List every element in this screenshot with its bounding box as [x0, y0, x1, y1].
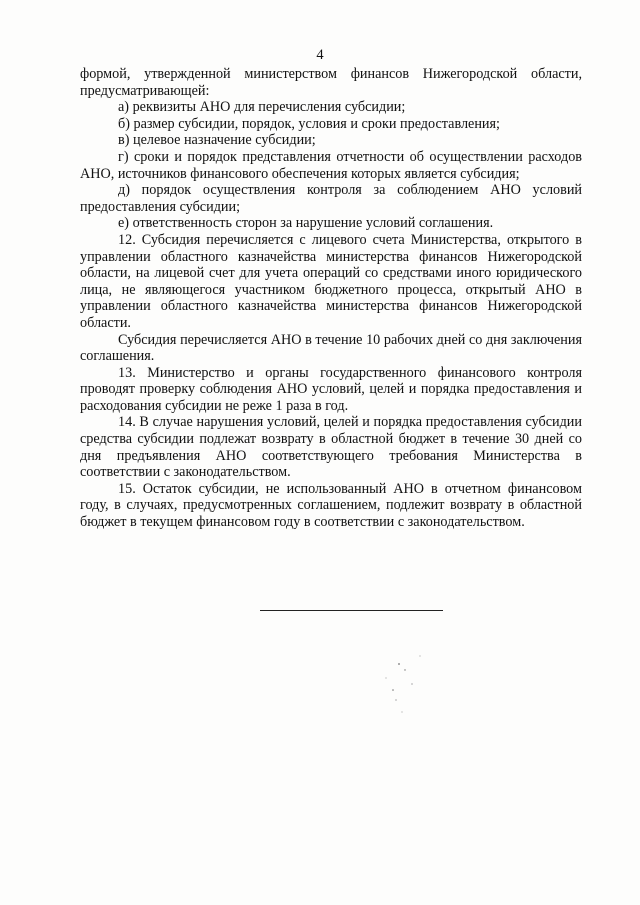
list-item-v: в) целевое назначение субсидии;: [118, 132, 316, 149]
clause-12: 12. Субсидия перечисляется с лицевого счета Министерства, открытого в управлении областного казначейства министерства финансов Нижегородской области, на лицевой счет для учета операций со средствами иного юридического лица, не являющегося участником бюджетного процесса, открытый АНО в управлении областного казначейства министерства финансов Нижегородской области.: [80, 231, 582, 331]
list-item-g: г) сроки и порядок представления отчетности об осуществлении расходов АНО, источников финансового обеспечения которых является субсидия;: [80, 148, 582, 182]
list-item-e: е) ответственность сторон за нарушение условий соглашения.: [118, 215, 494, 232]
list-item-a: а) реквизиты АНО для перечисления субсидии;: [118, 99, 406, 116]
list-item-b: б) размер субсидии, порядок, условия и сроки предоставления;: [118, 115, 500, 132]
clause-12-term: Субсидия перечисляется АНО в течение 10 рабочих дней со дня заключения соглашения.: [80, 331, 582, 365]
paragraph-intro: формой, утвержденной министерством финансов Нижегородской области, предусматривающей:: [80, 66, 582, 99]
document-body: [80, 66, 582, 531]
list-item-d: д) порядок осуществления контроля за соблюдением АНО условий предоставления субсидии;: [80, 182, 582, 215]
clause-14: 14. В случае нарушения условий, целей и порядка предоставления субсидии средства субсидии подлежат возврату в областной бюджет в течение 30 дней со дня предъявления АНО соответствующего требования Министерства в соответствии с законодательством.: [80, 414, 582, 481]
end-separator-line: [260, 610, 443, 611]
page-number: 4: [316, 47, 324, 63]
clause-13: 13. Министерство и органы государственного финансового контроля проводят проверку соблюдения АНО условий, целей и порядка предоставления и расходования субсидии не реже 1 раза в год.: [80, 364, 582, 414]
clause-15: 15. Остаток субсидии, не использованный АНО в отчетном финансовом году, в случаях, предусмотренных соглашением, подлежит возврату в областной бюджет в текущем финансовом году в соответствии с законодательством.: [80, 480, 582, 531]
